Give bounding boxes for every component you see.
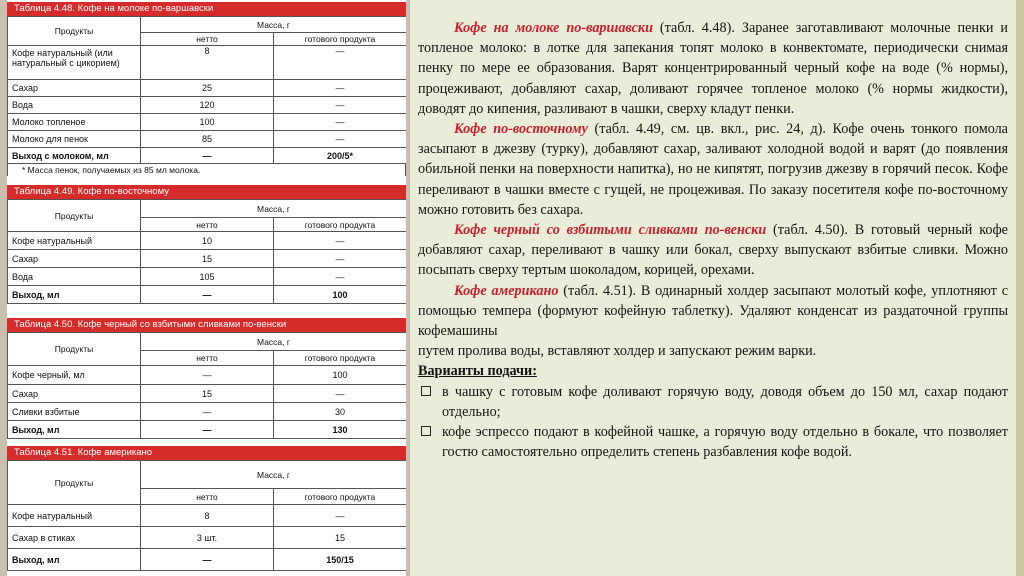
row-net: 3 шт. <box>141 527 274 549</box>
row-product: Кофе натуральный <box>8 505 141 527</box>
table-row-total <box>8 148 407 164</box>
table-title: Таблица 4.51. Кофе американо <box>7 446 406 460</box>
table-row <box>8 46 407 80</box>
row-net: 8 <box>141 46 274 80</box>
paragraph-vienna <box>418 220 1008 281</box>
table-row <box>8 403 407 421</box>
header-final: готового продукта <box>274 351 407 366</box>
table-row <box>8 527 407 549</box>
row-product: Выход, мл <box>8 421 141 439</box>
row-final: — <box>274 232 407 250</box>
row-final: 200/5* <box>274 148 407 164</box>
table-row <box>8 385 407 403</box>
row-final: 15 <box>274 527 407 549</box>
paragraph-americano <box>418 281 1008 342</box>
table-row <box>8 131 407 148</box>
header-mass: Масса, г <box>141 200 407 218</box>
row-product: Молоко для пенок <box>8 131 141 148</box>
header-net: нетто <box>141 489 274 505</box>
row-product: Сахар <box>8 80 141 97</box>
row-net: 15 <box>141 385 274 403</box>
recipe-table <box>7 332 406 439</box>
checkbox-bullet-icon <box>421 386 431 396</box>
table-row <box>8 250 407 268</box>
row-net: 100 <box>141 114 274 131</box>
header-product: Продукты <box>8 200 141 232</box>
table-row <box>8 80 407 97</box>
recipe-table <box>7 460 406 571</box>
paragraph-warsaw <box>418 18 1008 119</box>
header-mass: Масса, г <box>141 461 407 489</box>
row-net: 10 <box>141 232 274 250</box>
row-net: — <box>141 403 274 421</box>
variant-text: в чашку с готовым кофе доливают горячую воду, доводя объем до 150 мл, сахар подают отдельно; <box>442 383 1008 420</box>
header-mass: Масса, г <box>141 333 407 351</box>
row-product: Вода <box>8 268 141 286</box>
recipe-body: (табл. 4.49, см. цв. вкл., рис. 24, д). Кофе очень тонкого помола засыпают в джезву (турку), добавляют сахар, заливают холодной водой и варят (до появления обильной пенки на поверхности напитка), но не кипятят, погрузив джезву в горячий песок. Кофе переливают в чашки вместе с гущей, не процеживая. По заказу посетителя кофе по-восточному можно готовить без сахара. <box>418 121 1008 218</box>
row-final: — <box>274 505 407 527</box>
row-product: Кофе натуральный <box>8 232 141 250</box>
table-title: Таблица 4.50. Кофе черный со взбитыми сливками по-венски <box>7 318 406 332</box>
checkbox-bullet-icon <box>421 426 431 436</box>
table-row-total <box>8 286 407 304</box>
row-product: Кофе натуральный (или натуральный с цикорием) <box>8 46 141 80</box>
table-title: Таблица 4.49. Кофе по-восточному <box>7 185 406 199</box>
table-row <box>8 114 407 131</box>
row-net: 15 <box>141 250 274 268</box>
row-final: — <box>274 268 407 286</box>
row-net: — <box>141 421 274 439</box>
recipe-table <box>7 16 406 164</box>
header-product: Продукты <box>8 17 141 46</box>
table-row <box>8 505 407 527</box>
row-final: 100 <box>274 286 407 304</box>
row-net: 8 <box>141 505 274 527</box>
header-final: готового продукта <box>274 218 407 232</box>
table-4-50 <box>7 318 406 439</box>
recipe-text <box>418 18 1008 462</box>
row-net: 120 <box>141 97 274 114</box>
table-title: Таблица 4.48. Кофе на молоке по-варшавски <box>7 2 406 16</box>
row-product: Выход, мл <box>8 286 141 304</box>
row-net: — <box>141 286 274 304</box>
row-final: — <box>274 131 407 148</box>
recipe-body: (табл. 4.50). В готовый черный кофе добавляют сахар, переливают в чашку или бокал, сверху выпускают взбитые сливки. Можно посыпать сверху тертым шоколадом, корицей, орехами. <box>418 222 1008 279</box>
table-4-48 <box>7 2 406 176</box>
row-product: Выход с молоком, мл <box>8 148 141 164</box>
recipe-table <box>7 199 406 304</box>
header-net: нетто <box>141 33 274 46</box>
row-final: — <box>274 385 407 403</box>
variant-item <box>418 382 1008 422</box>
table-row-total <box>8 549 407 571</box>
row-product: Сливки взбитые <box>8 403 141 421</box>
recipe-title: Кофе по-восточному <box>454 121 588 138</box>
table-4-49 <box>7 185 406 304</box>
table-row <box>8 97 407 114</box>
recipe-body: (табл. 4.48). Заранее заготавливают молочные пенки и топленое молоко: в лотке для запекания топят молоко в конвектомате, периодически снимая пенку по мере ее образования. Варят концентрированный черный кофе на воде (% нормы), процеживают, добавляют сахар, доливают горячее топленое молоко (% нормы жидкости), доводят до кипения, разливают в чашки, сверху кладут пенки. <box>418 20 1009 117</box>
row-final: 100 <box>274 366 407 385</box>
table-4-51 <box>7 446 406 571</box>
row-product: Сахар <box>8 385 141 403</box>
row-net: 25 <box>141 80 274 97</box>
row-final: 30 <box>274 403 407 421</box>
variant-text: кофе эспрессо подают в кофейной чашке, а горячую воду отдельно в бокале, что позволяет гостю самостоятельно определить степень разбавления кофе водой. <box>442 424 1008 461</box>
paragraph-oriental <box>418 119 1008 220</box>
row-net: 85 <box>141 131 274 148</box>
paragraph-americano-cont: путем пролива воды, вставляют холдер и запускают режим варки. <box>418 343 817 360</box>
header-net: нетто <box>141 218 274 232</box>
row-final: — <box>274 114 407 131</box>
row-net: — <box>141 549 274 571</box>
table-row <box>8 268 407 286</box>
recipe-title: Кофе американо <box>454 282 559 299</box>
header-mass: Масса, г <box>141 17 407 33</box>
recipe-title: Кофе черный со взбитыми сливками по-венски <box>454 222 767 239</box>
header-product: Продукты <box>8 333 141 366</box>
header-product: Продукты <box>8 461 141 505</box>
row-final: — <box>274 97 407 114</box>
table-row <box>8 366 407 385</box>
variants-heading: Варианты подачи: <box>418 363 537 380</box>
header-net: нетто <box>141 351 274 366</box>
variant-item <box>418 422 1008 462</box>
row-product: Выход, мл <box>8 549 141 571</box>
row-final: — <box>274 80 407 97</box>
right-accent-bar <box>1016 0 1024 576</box>
row-final: — <box>274 46 407 80</box>
row-net: 105 <box>141 268 274 286</box>
row-net: — <box>141 366 274 385</box>
row-product: Кофе черный, мл <box>8 366 141 385</box>
row-product: Сахар <box>8 250 141 268</box>
row-final: 130 <box>274 421 407 439</box>
row-product: Сахар в стиках <box>8 527 141 549</box>
row-product: Молоко топленое <box>8 114 141 131</box>
table-row-total <box>8 421 407 439</box>
recipe-title: Кофе на молоке по-варшавски <box>454 20 653 36</box>
header-final: готового продукта <box>274 33 407 46</box>
recipe-tables-panel <box>7 0 406 576</box>
row-final: — <box>274 250 407 268</box>
row-product: Вода <box>8 97 141 114</box>
header-final: готового продукта <box>274 489 407 505</box>
table-footnote: * Масса пенок, получаемых из 85 мл молока. <box>7 164 406 176</box>
table-row <box>8 232 407 250</box>
recipe-body: (табл. 4.51). В одинарный холдер засыпают молотый кофе, уплотняют с помощью темпера (формуют кофейную таблетку). Удаляют конденсат из раздаточной группы кофемашины <box>418 282 1008 340</box>
row-final: 150/15 <box>274 549 407 571</box>
row-net: — <box>141 148 274 164</box>
